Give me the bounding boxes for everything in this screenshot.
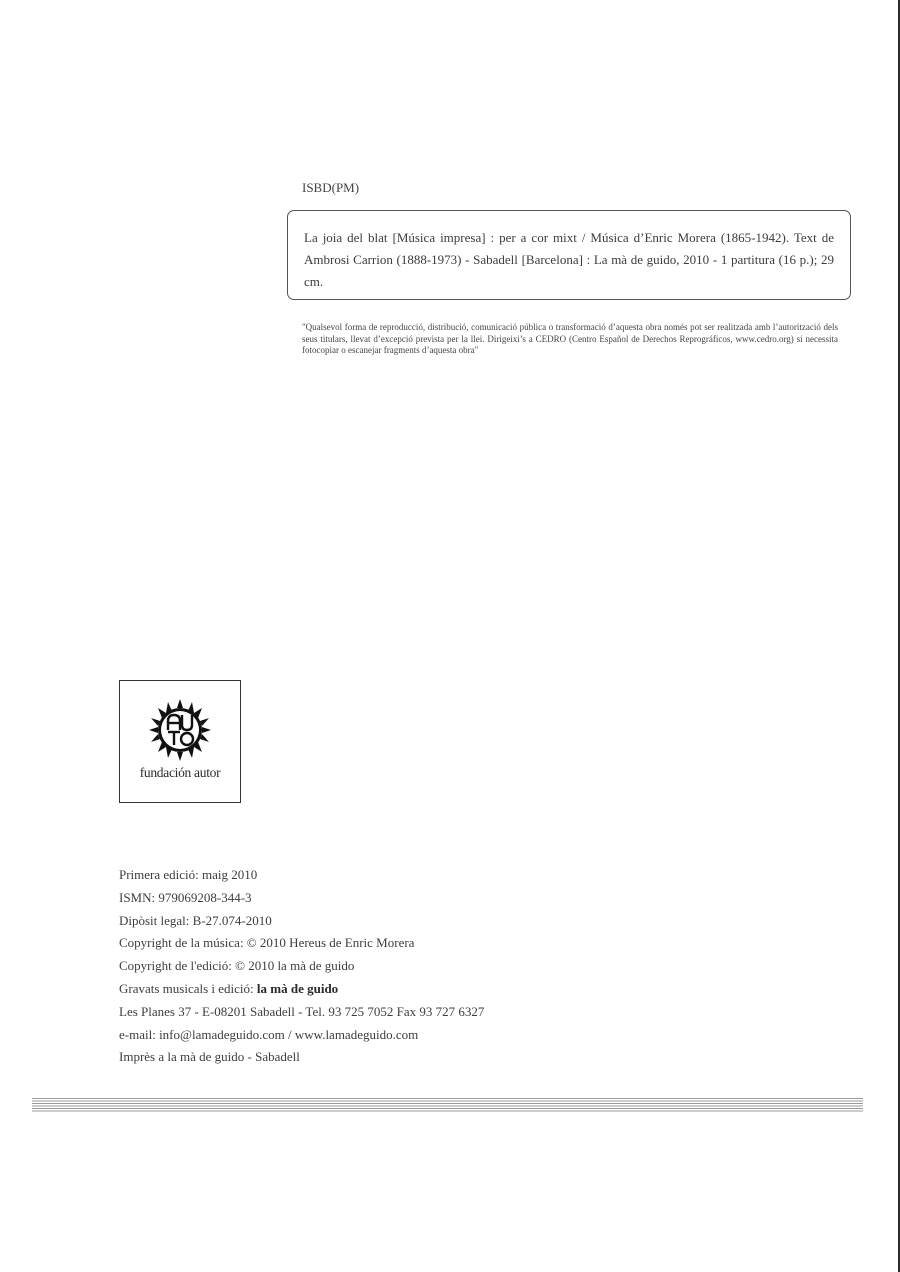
contact-line: e-mail: info@lamadeguido.com / www.lamadeguido.com [119,1026,419,1042]
credits-block [119,864,484,1069]
footer-staff-rule [32,1098,863,1113]
catalog-entry-box [287,210,851,300]
first-edition-line: Primera edició: maig 2010 [119,867,258,882]
legal-notice: "Qualsevol forma de reproducció, distribució, comunicació pública o transformació d’aquesta obra només pot ser realitzada amb l’autorització dels seus titulars, llevat d’excepció prevista per la llei. Dirigeixi’s a CEDRO (Centro Español de Derechos Reprográficos, www.cedro.org) si necessita fotocopiar o escanejar fragments d’aquesta obra" [302,322,838,355]
printed-line: Imprès a la mà de guido - Sabadell [119,1049,300,1065]
edition-copyright-line: Copyright de l'edició: © 2010 la mà de guido [119,958,355,974]
engraving-publisher: la mà de guido [256,980,339,996]
catalog-entry-text: La joia del blat [Música impresa] : per a cor mixt / Música d’Enric Morera (1865-1942). Text de Ambrosi Carrion (1888-1973) - Sabadell [Barcelona] : La mà de guido, 2010 - 1 partitura (16 p.); 29 cm. [304,230,834,289]
isbd-label: ISBD(PM) [302,180,360,195]
legal-deposit-line: Dipòsit legal: B-27.074-2010 [119,912,272,928]
logo-caption: fundación autor [139,765,221,780]
fundacion-autor-sun-logo-icon [146,699,214,761]
music-copyright-line: Copyright de la música: © 2010 Hereus de Enric Morera [119,935,415,951]
address-line: Les Planes 37 - E-08201 Sabadell - Tel. 93 725 7052 Fax 93 727 6327 [119,1003,485,1019]
engraving-line [119,978,484,1001]
engraving-prefix: Gravats musicals i edició: [119,980,257,996]
ismn-line: ISMN: 979069208-344-3 [119,889,252,905]
fundacion-autor-logo [119,680,241,803]
